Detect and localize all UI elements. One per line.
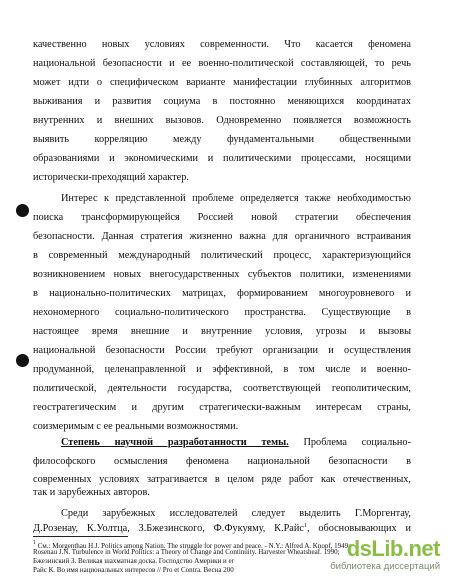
body-line: философского осмысления феномена национальной безопасности в xyxy=(33,456,411,467)
body-line: так и зарубежных авторов. xyxy=(33,487,150,498)
footnote-number: 1 xyxy=(33,540,36,546)
body-line: нехономерного социально-политического пространства. Существующие в xyxy=(33,307,411,318)
footnote-line: Rosenau J.N. Turbulence in World Politics: a Theory of Change and Continuity. Harvester Wheatsheaf. 1990; xyxy=(33,548,340,556)
body-line: внутренних и внешних вызовов. Одновременно появляется возможность xyxy=(33,115,411,126)
body-line: Среди зарубежных исследователей следует выделить Г.Моргентау, xyxy=(61,508,411,519)
degree-heading: Степень научной разработанности темы. xyxy=(61,437,289,448)
body-line: соизмеримым с ее реальными возможностями. xyxy=(33,421,239,432)
body-line-text: , обосновывающих и xyxy=(306,523,411,534)
footnote-line: Бжезинский З. Великая шахматная доска. Господство Америки и ег xyxy=(33,557,235,565)
body-line: национальной безопасности России требуют организации и осуществления xyxy=(33,345,411,356)
footnote-text: См.: Morgenthau H.J. Politics among Nation. The struggle for power and peace. - N.Y.: Alfred A. Knopf, 1949; xyxy=(37,542,351,550)
body-line: качественно новых условиях современности. Что касается феномена xyxy=(33,39,411,50)
body-line: Интерес к представленной проблеме определяется также необходимостью xyxy=(61,193,411,204)
body-line: геостратегическим и другим стратегически-важным интересам страны, xyxy=(33,402,411,413)
body-line-text: Д.Розенау, К.Уолтца, З.Бжезинского, Ф.Фукуяму, К.Райс xyxy=(33,523,304,534)
body-line-fragment: Проблема социально- xyxy=(303,437,411,448)
body-line: может идти о специфическом варианте манифестации глубинных алгоритмов xyxy=(33,77,411,88)
footnote-line: Райс К. Во имя национальных интересов // Pro et Contra. Весна 200 xyxy=(33,566,234,574)
watermark-title-b: .net xyxy=(402,536,440,561)
body-line: исторически-преходящий характер. xyxy=(33,172,189,183)
body-line: выявить корреляцию между фундаментальными общественными xyxy=(33,134,411,145)
body-line: национальной безопасности и ее военно-политической составляющей, то речь xyxy=(33,58,411,69)
punch-hole-top xyxy=(16,204,29,217)
watermark-logo xyxy=(330,537,440,561)
body-line: поиска трансформирующейся Россией новой стратегии обеспечения xyxy=(33,212,411,223)
dslib-watermark[interactable] xyxy=(330,537,440,572)
watermark-subtitle: библиотека диссертаций xyxy=(330,561,440,572)
footnote-separator xyxy=(33,536,128,537)
body-line: политической, деятельности государства, соответствующей геополитическим, xyxy=(33,383,411,394)
watermark-title-a: dsLib xyxy=(346,536,403,561)
body-line: выживания и развития социума в постоянно меняющихся координатах xyxy=(33,96,411,107)
section-heading-line xyxy=(61,436,411,449)
footnote-ref[interactable]: 1 xyxy=(303,523,307,529)
body-line: продуманной, целенаправленной и эффективной, в том числе и военно- xyxy=(33,364,411,375)
body-line: настоящее время внешние и внутренние условия, угрозы и вызовы xyxy=(33,326,411,337)
body-line: возникновением новых внегосударственных субъектов политики, изменениями xyxy=(33,269,411,280)
body-line: современных условиях затрагивается в целом ряде работ как отечественных, xyxy=(33,474,411,485)
body-line-with-footnote-ref xyxy=(33,520,411,535)
body-line: в современный международный политический процесс, характеризующийся xyxy=(33,250,411,261)
body-line: в национально-политических матрицах, формированием многоуровневого и xyxy=(33,288,411,299)
body-line: безопасности. Данная стратегия жизненно важна для органичного встраивания xyxy=(33,231,411,242)
body-line: образованиями и экономическими и политическими процессами, носящими xyxy=(33,153,411,164)
punch-hole-bottom xyxy=(16,354,29,367)
